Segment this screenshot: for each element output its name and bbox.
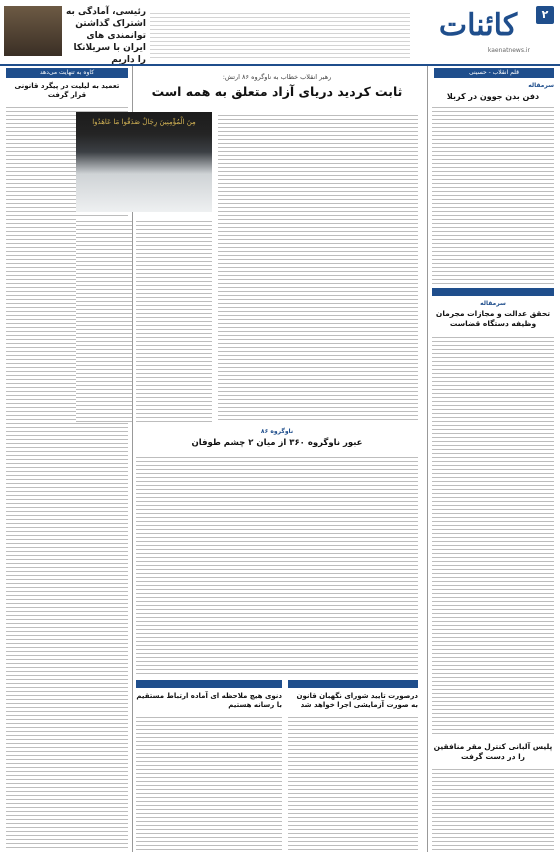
header-news-blurbs [150,10,410,60]
right-bottom-body [432,766,554,850]
bottom-left-bar [136,680,282,688]
right-mid-kicker: سرمقاله [480,300,506,307]
main-article-body-continued [76,218,132,422]
promo-headline: رئیسی، آمادگی به اشتراک گذاشتن توانمندی های ایران با سریلانکا را داریم [65,7,146,65]
bottom-right-bar [288,680,418,688]
right-article-body [432,104,554,284]
right-kicker: سرمقاله [528,82,554,89]
main-headline: ثابت کردید دریای آزاد متعلق به همه است [151,84,403,99]
photo-banner-text: مِنَ الْمُؤْمِنِینَ رِجَالٌ صَدَقُوا مَا عَاهَدُوا [92,118,196,126]
right-mid-body [432,334,554,734]
right-section-bar [432,288,554,296]
left-article-body [6,104,128,850]
logo-website: kaenatnews.ir [487,47,530,54]
bottom-right-headline: درصورت تایید شورای نگهبان قانون به صورت آزمایشی اجرا خواهد شد [296,692,418,709]
main-article-body-continued [136,218,212,422]
second-article-body [136,454,418,674]
newspaper-logo: کائنات [438,8,518,43]
main-article-body [218,112,418,422]
bottom-left-body [136,714,282,850]
left-column-tag: کاوه به تنهایت می‌دهد [6,68,128,78]
left-headline: تعمید به لیلیت در پیگرد قانونی قرار گرفت [14,82,120,99]
right-column-tag: قلم انقلاب - حسینی [434,68,554,78]
right-bottom-headline: پلیس آلبانی کنترل مقر منافقین را در دست گرفت [433,742,553,761]
column-divider [427,66,428,852]
bottom-right-body [288,714,418,850]
main-subhead: رهبر انقلاب خطاب به ناوگروه ۸۶ ارتش: [222,73,332,81]
second-headline: عبور ناوگروه ۳۶۰ از میان ۲ چشم طوفان [191,438,363,448]
promo-photo [4,6,62,56]
bottom-left-headline: دنوی هیچ ملاحظه ای آماده ارتباط مستقیم با رسانه هستیم [136,692,282,709]
right-headline: دفن بدن جوون در کربلا [446,92,540,101]
right-mid-headline: تحقق عدالت و مجازات مجرمان وظیفه دستگاه قضاست [435,309,551,328]
second-kicker: ناوگروه ۸۶ [260,428,294,435]
page-number: ۲ [536,6,554,24]
